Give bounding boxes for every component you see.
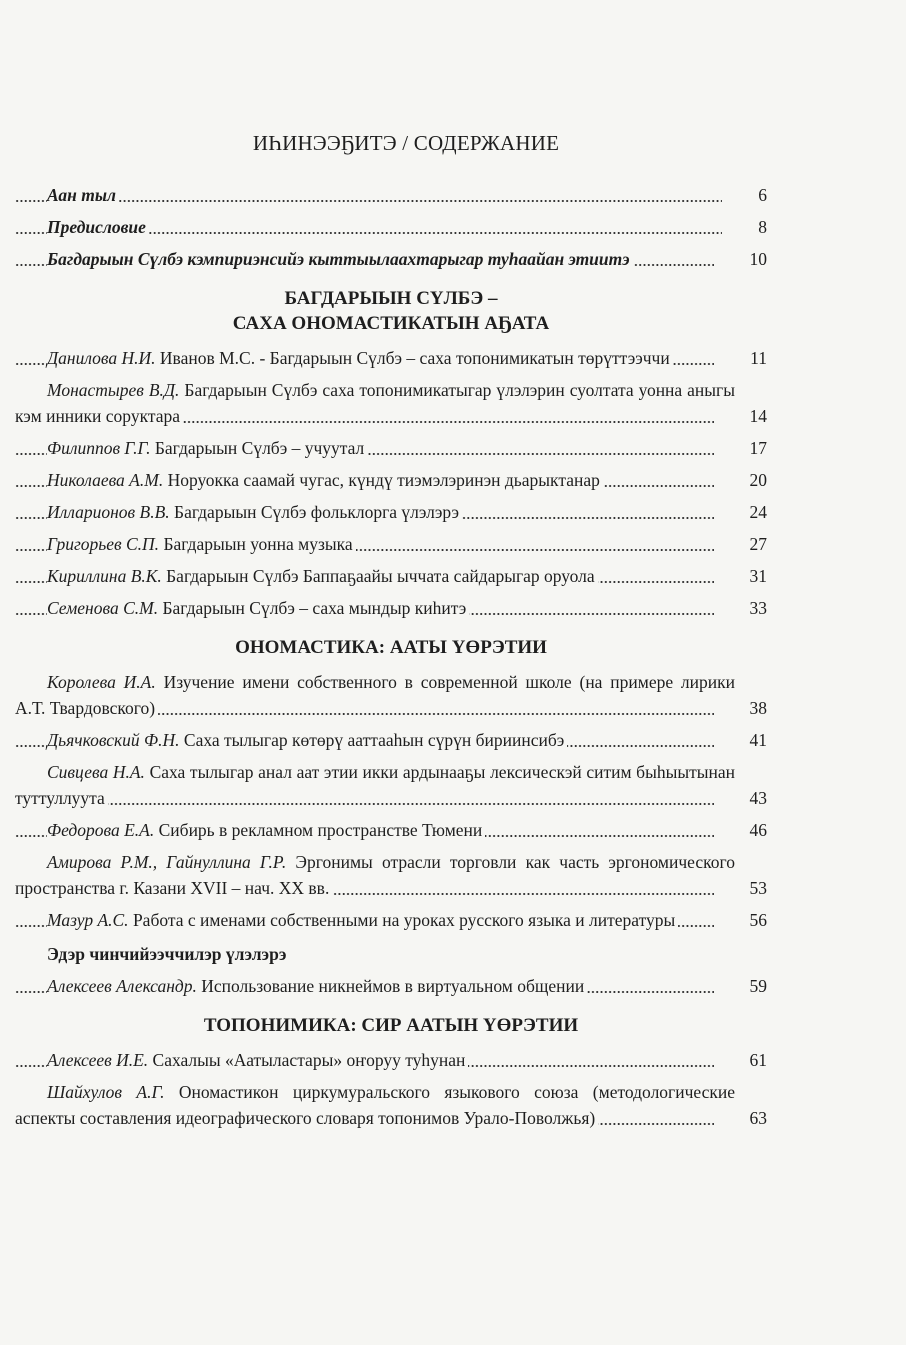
entry-title: Багдарыын Сүлбэ кэмпириэнсийэ кыттыылаахтарыгар туһаайан этиитэ	[47, 249, 630, 269]
entry-title: Предисловие	[47, 217, 146, 237]
toc-entry	[15, 435, 767, 461]
toc-entry	[15, 727, 767, 753]
entry-author: Монастырев В.Д.	[47, 380, 180, 400]
entry-author: Амирова Р.М., Гайнуллина Г.Р.	[47, 852, 287, 872]
entry-text	[15, 380, 735, 426]
section-heading: ТОПОНИМИКА: СИР ААТЫН ҮӨРЭТИИ	[203, 1015, 579, 1036]
entry-author: Алексеев И.Е.	[47, 1050, 149, 1070]
entry-text	[15, 1082, 735, 1128]
entry-author: Семенова С.М.	[47, 598, 159, 618]
entry-page-number: 14	[714, 403, 768, 429]
entry-page-number: 10	[714, 246, 768, 272]
entry-author: Сивцева Н.А.	[47, 762, 145, 782]
entry-title: Норуокка саамай чугас, күндү тиэмэлэринэн дьарыктанар	[167, 470, 600, 490]
entry-page-number: 11	[714, 345, 767, 371]
entry-page-number: 27	[714, 531, 768, 557]
entry-page-number: 17	[714, 435, 768, 461]
entry-title: Изучение имени собственного в современной школе (на примере лирики А.Т. Твардовского)	[15, 672, 735, 718]
toc-list	[15, 182, 767, 1131]
toc-entry	[15, 467, 767, 493]
entry-title: Багдарыын Сүлбэ – саха мындыр киһитэ	[162, 598, 467, 618]
toc-entry	[15, 345, 767, 371]
toc-entry	[15, 907, 767, 933]
entry-page-number: 24	[714, 499, 768, 525]
table-of-contents	[15, 126, 767, 1137]
entry-page-number: 63	[714, 1105, 768, 1131]
entry-page-number: 31	[714, 563, 768, 589]
entry-author: Дьячковский Ф.Н.	[47, 730, 180, 750]
entry-text	[47, 438, 367, 458]
entry-author: Данилова Н.И.	[47, 348, 156, 368]
entry-page-number: 41	[714, 727, 768, 753]
entry-page-number: 43	[714, 785, 768, 811]
entry-page-number: 46	[714, 817, 768, 843]
toc-entry	[15, 669, 767, 721]
entry-text	[47, 820, 485, 840]
entry-page-number: 38	[714, 695, 768, 721]
toc-entry	[15, 1047, 767, 1073]
toc-entry	[15, 377, 767, 429]
entry-title: Багдарыын Сүлбэ – учуутал	[154, 438, 365, 458]
entry-author: Григорьев С.П.	[47, 534, 160, 554]
page-title: ИҺИНЭЭҔИТЭ / СОДЕРЖАНИЕ	[252, 131, 560, 155]
toc-entry	[15, 531, 767, 557]
entry-title: Эргонимы отрасли торговли как часть эргономического пространства г. Казани XVII – нач. XX вв.	[15, 852, 735, 898]
entry-page-number: 56	[714, 907, 768, 933]
entry-text	[15, 672, 735, 718]
entry-text	[47, 598, 469, 618]
entry-title: Использование никнеймов в виртуальном общении	[201, 976, 585, 996]
entry-title: Саха тылыгар көтөрү ааттааһын сүрүн бириинсибэ	[183, 730, 565, 750]
entry-title: Сахалыы «Аатыластары» оҥоруу туһунан	[152, 1050, 466, 1070]
toc-entry	[15, 849, 767, 901]
entry-title: Аан тыл	[47, 185, 116, 205]
entry-text	[47, 976, 587, 996]
subsection-heading: Эдэр чинчийээччилэр үлэлэрэ	[47, 944, 287, 964]
entry-text	[47, 185, 119, 205]
entry-title: Багдарыын Сүлбэ Баппаҕаайы ыччата сайдарыгар оруола	[166, 566, 595, 586]
entry-title: Багдарыын Сүлбэ фольклорга үлэлэрэ	[174, 502, 460, 522]
entry-author: Федорова Е.А.	[47, 820, 155, 840]
entry-title: Иванов М.С. - Багдарыын Сүлбэ – саха топонимикатын төрүттээччи	[159, 348, 670, 368]
entry-title: Багдарыын уонна музыка	[163, 534, 353, 554]
entry-author: Кириллина В.К.	[47, 566, 162, 586]
entry-author: Филиппов Г.Г.	[47, 438, 151, 458]
entry-text	[47, 534, 356, 554]
toc-entry	[15, 563, 767, 589]
entry-author: Илларионов В.В.	[47, 502, 170, 522]
entry-text	[47, 502, 462, 522]
entry-page-number: 6	[722, 182, 767, 208]
toc-entry	[15, 1079, 767, 1131]
entry-text	[47, 249, 633, 269]
entry-author: Николаева А.М.	[47, 470, 164, 490]
section-heading: БАГДАРЫЫН СҮЛБЭ – САХА ОНОМАСТИКАТЫН АҔАТА	[232, 288, 550, 334]
entry-text	[47, 910, 678, 930]
entry-page-number: 59	[714, 973, 768, 999]
entry-title: Саха тылыгар анал аат этии икки ардынааҕы лексическэй ситим быһыытынан туттуллуута	[15, 762, 736, 808]
entry-page-number: 20	[714, 467, 768, 493]
toc-entry	[15, 246, 767, 272]
entry-text	[47, 566, 598, 586]
entry-text	[47, 730, 567, 750]
entry-author: Алексеев Александр.	[47, 976, 197, 996]
entry-page-number: 61	[714, 1047, 768, 1073]
toc-entry	[15, 182, 767, 208]
entry-text	[47, 1050, 468, 1070]
entry-page-number: 53	[714, 875, 768, 901]
section-heading: ОНОМАСТИКА: ААТЫ ҮӨРЭТИИ	[235, 637, 547, 658]
toc-entry	[15, 817, 767, 843]
toc-entry	[15, 595, 767, 621]
toc-entry	[15, 499, 767, 525]
entry-author: Шайхулов А.Г.	[47, 1082, 165, 1102]
entry-title: Сибирь в рекламном пространстве Тюмени	[158, 820, 483, 840]
toc-entry	[15, 214, 767, 240]
entry-title: Работа с именами собственными на уроках русского языка и литературы	[132, 910, 676, 930]
entry-page-number: 33	[714, 595, 768, 621]
entry-text	[15, 762, 735, 808]
entry-text	[15, 852, 735, 898]
entry-page-number: 8	[722, 214, 767, 240]
entry-title: Ономастикон циркумуральского языкового союза (методологические аспекты составления идеографического словаря топонимов Урало-Поволжья)	[15, 1082, 735, 1128]
entry-text	[47, 470, 603, 490]
entry-author: Королева И.А.	[47, 672, 156, 692]
toc-entry	[15, 759, 767, 811]
entry-text	[47, 217, 149, 237]
entry-author: Мазур А.С.	[47, 910, 129, 930]
toc-entry	[15, 973, 767, 999]
entry-title: Багдарыын Сүлбэ саха топонимикатыгар үлэлэрин суолтата уонна аныгы кэм инники соруктара	[15, 380, 735, 426]
entry-text	[47, 348, 673, 368]
